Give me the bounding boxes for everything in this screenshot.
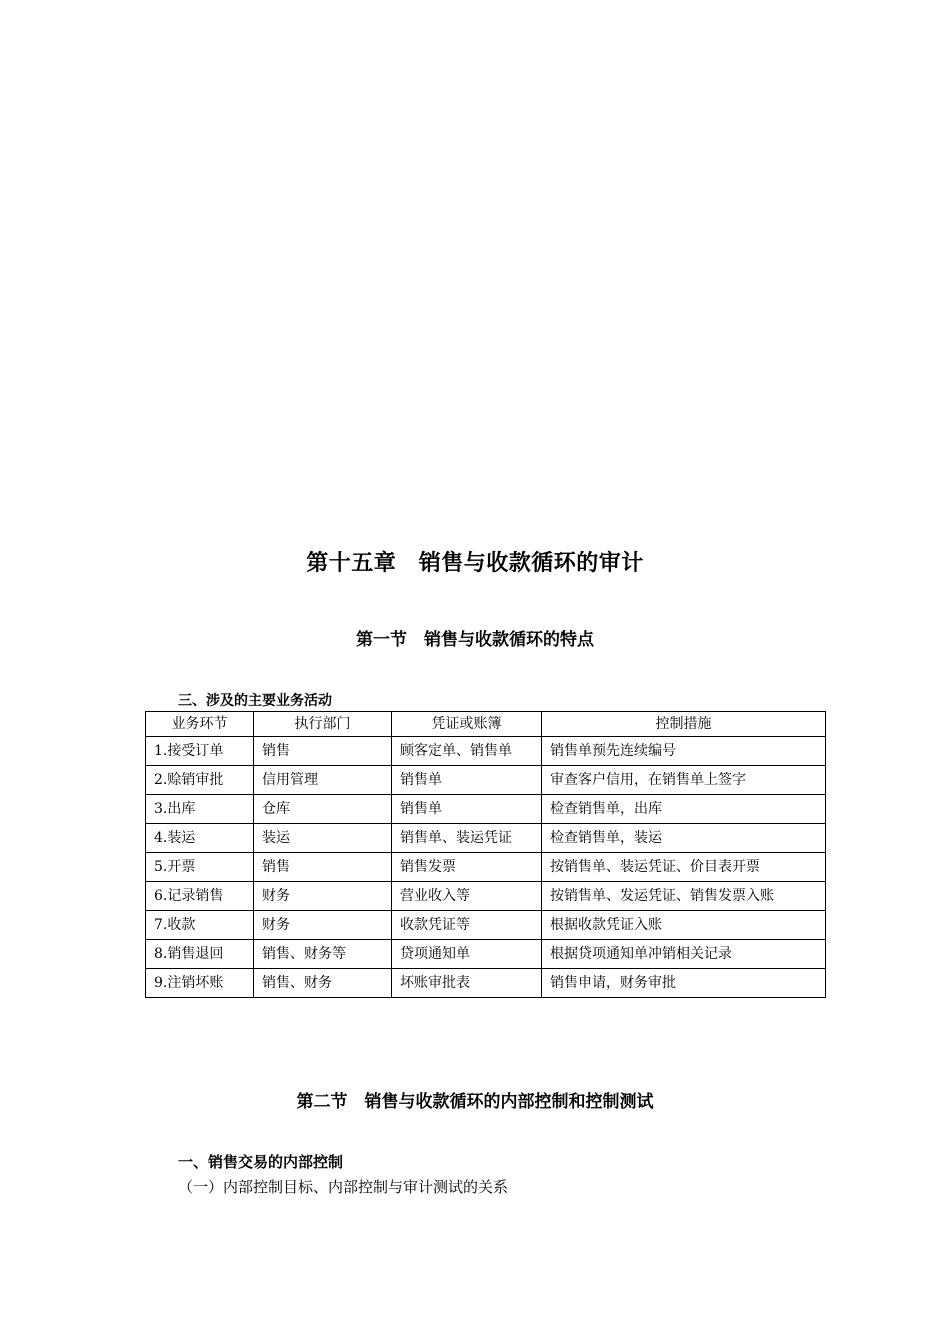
- cell-department: 销售: [254, 737, 392, 766]
- cell-voucher: 销售单: [392, 766, 542, 795]
- cell-control: 按销售单、发运凭证、销售发票入账: [542, 882, 826, 911]
- cell-control: 检查销售单，出库: [542, 795, 826, 824]
- cell-voucher: 收款凭证等: [392, 911, 542, 940]
- cell-step: 2.赊销审批: [146, 766, 254, 795]
- cell-control: 销售申请，财务审批: [542, 969, 826, 998]
- cell-step: 7.收款: [146, 911, 254, 940]
- header-control-measure: 控制措施: [542, 712, 826, 737]
- cell-step: 9.注销坏账: [146, 969, 254, 998]
- header-voucher: 凭证或账簿: [392, 712, 542, 737]
- cell-department: 销售、财务: [254, 969, 392, 998]
- section-one-title: 第一节 销售与收款循环的特点: [356, 630, 594, 650]
- cell-voucher: 坏账审批表: [392, 969, 542, 998]
- business-activities-table: [145, 711, 826, 998]
- table-row: [146, 737, 826, 766]
- cell-department: 财务: [254, 882, 392, 911]
- cell-voucher: 销售单: [392, 795, 542, 824]
- internal-control-subheading: （一）内部控制目标、内部控制与审计测试的关系: [178, 1178, 509, 1196]
- cell-voucher: 营业收入等: [392, 882, 542, 911]
- header-department: 执行部门: [254, 712, 392, 737]
- header-business-step: 业务环节: [146, 712, 254, 737]
- table-row: [146, 911, 826, 940]
- cell-step: 1.接受订单: [146, 737, 254, 766]
- table-row: [146, 795, 826, 824]
- cell-control: 审查客户信用，在销售单上签字: [542, 766, 826, 795]
- chapter-title: 第十五章 销售与收款循环的审计: [306, 551, 644, 576]
- cell-control: 检查销售单，装运: [542, 824, 826, 853]
- cell-control: 按销售单、装运凭证、价目表开票: [542, 853, 826, 882]
- cell-step: 3.出库: [146, 795, 254, 824]
- cell-voucher: 销售发票: [392, 853, 542, 882]
- internal-control-heading: 一、销售交易的内部控制: [178, 1153, 344, 1171]
- table-header-row: [146, 712, 826, 737]
- cell-voucher: 顾客定单、销售单: [392, 737, 542, 766]
- table-row: [146, 766, 826, 795]
- table-row: [146, 940, 826, 969]
- cell-department: 装运: [254, 824, 392, 853]
- cell-control: 根据收款凭证入账: [542, 911, 826, 940]
- table-row: [146, 969, 826, 998]
- cell-step: 4.装运: [146, 824, 254, 853]
- cell-department: 信用管理: [254, 766, 392, 795]
- cell-department: 销售、财务等: [254, 940, 392, 969]
- cell-step: 5.开票: [146, 853, 254, 882]
- cell-department: 仓库: [254, 795, 392, 824]
- cell-control: 根据贷项通知单冲销相关记录: [542, 940, 826, 969]
- section-two-title: 第二节 销售与收款循环的内部控制和控制测试: [296, 1092, 654, 1112]
- cell-voucher: 销售单、装运凭证: [392, 824, 542, 853]
- table-row: [146, 853, 826, 882]
- cell-step: 6.记录销售: [146, 882, 254, 911]
- table-row: [146, 824, 826, 853]
- cell-step: 8.销售退回: [146, 940, 254, 969]
- cell-voucher: 贷项通知单: [392, 940, 542, 969]
- cell-control: 销售单预先连续编号: [542, 737, 826, 766]
- activities-subheading: 三、涉及的主要业务活动: [178, 693, 332, 709]
- table-row: [146, 882, 826, 911]
- cell-department: 财务: [254, 911, 392, 940]
- cell-department: 销售: [254, 853, 392, 882]
